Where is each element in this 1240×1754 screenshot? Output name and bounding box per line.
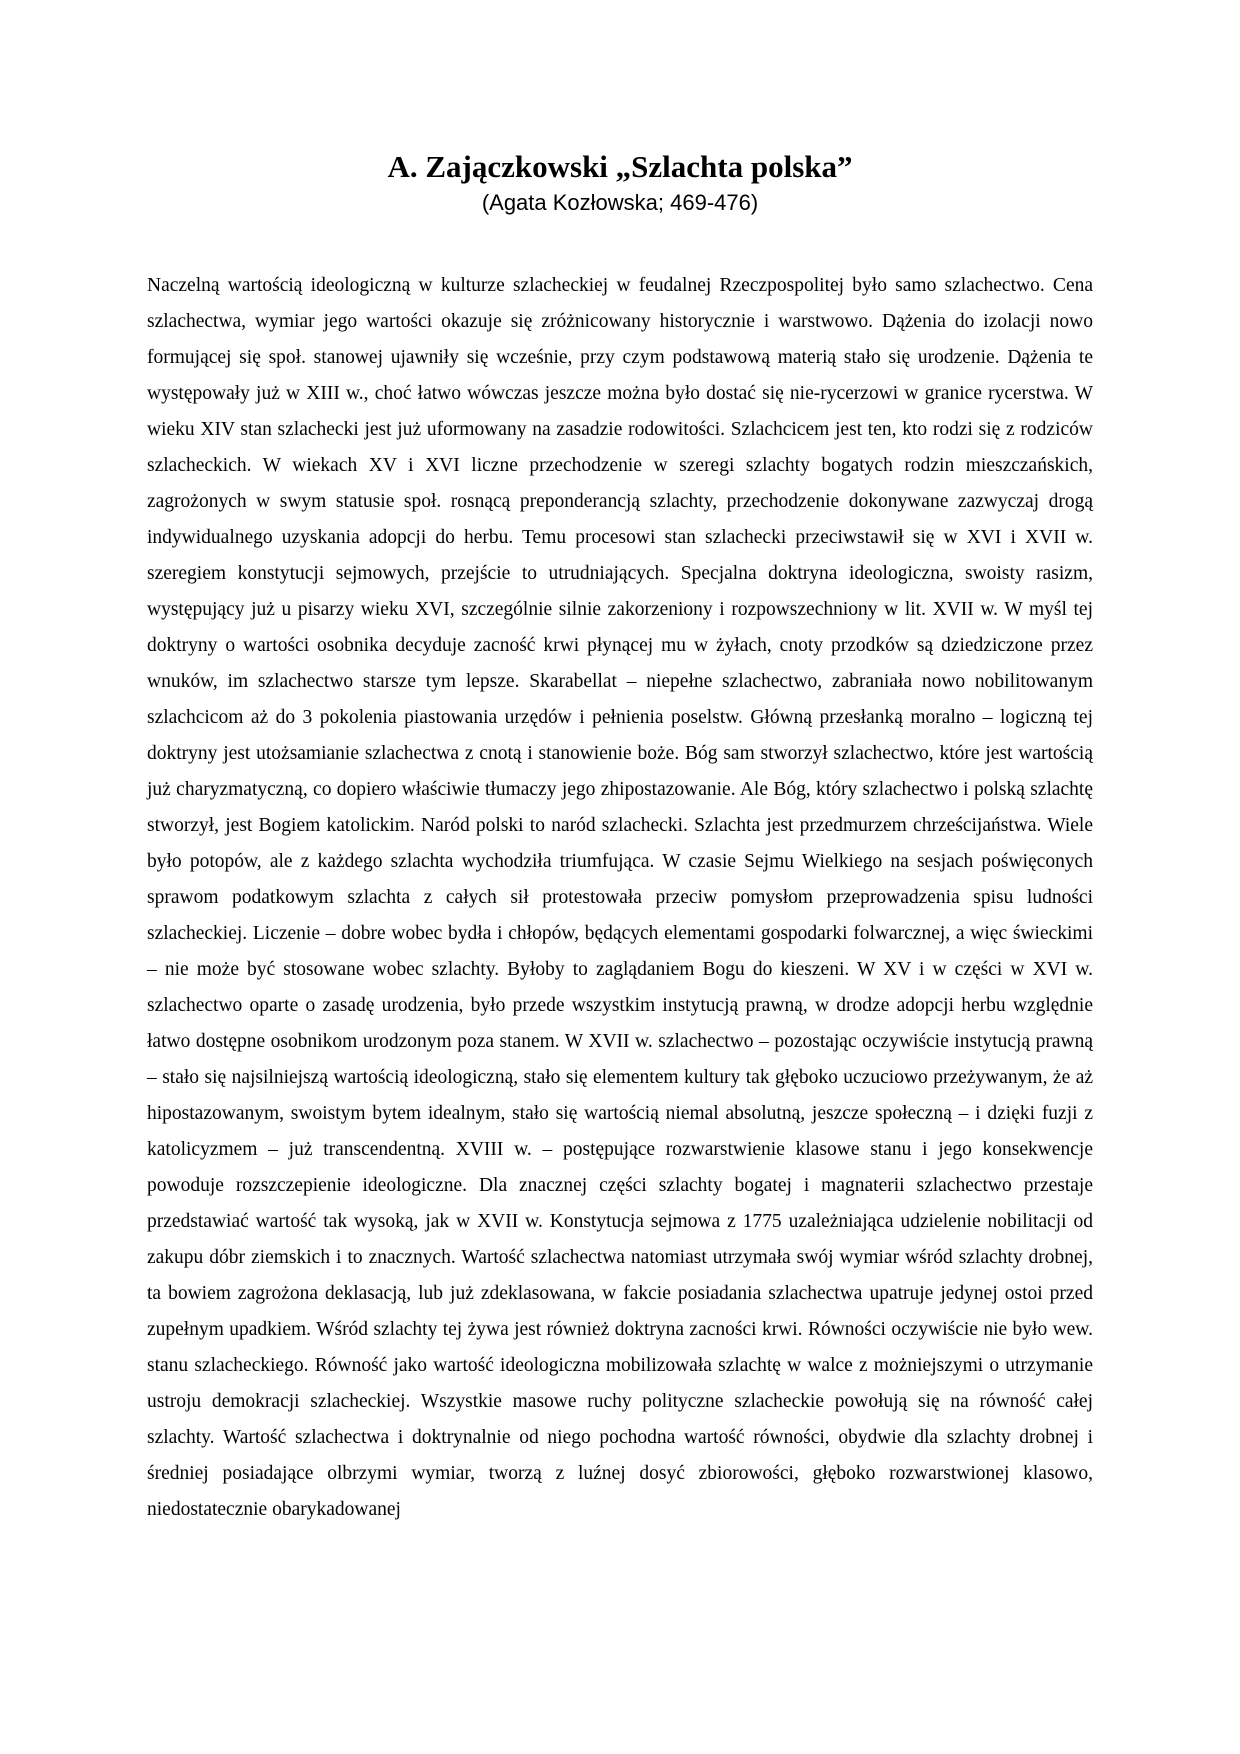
document-body-paragraph: Naczelną wartością ideologiczną w kulturze szlacheckiej w feudalnej Rzeczpospolitej było samo szlachectwo. Cena szlachectwa, wymiar jego wartości okazuje się zróżnicowany historycznie i warstwowo. Dążenia do izolacji nowo formującej się społ. stanowej ujawniły się wcześnie, przy czym podstawową materią stało się urodzenie. Dążenia te występowały już w XIII w., choć łatwo wówczas jeszcze można było dostać się nie-rycerzowi w granice rycerstwa. W wieku XIV stan szlachecki jest już uformowany na zasadzie rodowitości. Szlachcicem jest ten, kto rodzi się z rodziców szlacheckich. W wiekach XV i XVI liczne przechodzenie w szeregi szlachty bogatych rodzin mieszczańskich, zagrożonych w swym statusie społ. rosnącą preponderancją szlachty, przechodzenie dokonywane zazwyczaj drogą indywidualnego uzyskania adopcji do herbu. Temu procesowi stan szlachecki przeciwstawił się w XVI i XVII w. szeregiem konstytucji sejmowych, przejście to utrudniających. Specjalna doktryna ideologiczna, swoisty rasizm, występujący już u pisarzy wieku XVI, szczególnie silnie zakorzeniony i rozpowszechniony w lit. XVII w. W myśl tej doktryny o wartości osobnika decyduje zacność krwi płynącej mu w żyłach, cnoty przodków są dziedziczone przez wnuków, im szlachectwo starsze tym lepsze. Skarabellat – niepełne szlachectwo, zabraniała nowo nobilitowanym szlachcicom aż do 3 pokolenia piastowania urzędów i pełnienia poselstw. Główną przesłanką moralno – logiczną tej doktryny jest utożsamianie szlachectwa z cnotą i stanowienie boże. Bóg sam stworzył szlachectwo, które jest wartością już charyzmatyczną, co dopiero właściwie tłumaczy jego zhipostazowanie. Ale Bóg, który szlachectwo i polską szlachtę stworzył, jest Bogiem katolickim. Naród polski to naród szlachecki. Szlachta jest przedmurzem chrześcijaństwa. Wiele było potopów, ale z każdego szlachta wychodziła triumfująca. W czasie Sejmu Wielkiego na sesjach poświęconych sprawom podatkowym szlachta z całych sił protestowała przeciw pomysłom przeprowadzenia spisu ludności szlacheckiej. Liczenie – dobre wobec bydła i chłopów, będących elementami gospodarki folwarcznej, a więc świeckimi – nie może być stosowane wobec szlachty. Byłoby to zaglądaniem Bogu do kieszeni. W XV i w części w XVI w. szlachectwo oparte o zasadę urodzenia, było przede wszystkim instytucją prawną, w drodze adopcji herbu względnie łatwo dostępne osobnikom urodzonym poza stanem. W XVII w. szlachectwo – pozostając oczywiście instytucją prawną – stało się najsilniejszą wartością ideologiczną, stało się elementem kultury tak głęboko uczuciowo przeżywanym, że aż hipostazowanym, swoistym bytem idealnym, stało się wartością niemal absolutną, jeszcze społeczną – i dzięki fuzji z katolicyzmem – już transcendentną. XVIII w. – postępujące rozwarstwienie klasowe stanu i jego konsekwencje powoduje rozszczepienie ideologiczne. Dla znacznej części szlachty bogatej i magnaterii szlachectwo przestaje przedstawiać wartość tak wysoką, jak w XVII w. Konstytucja sejmowa z 1775 uzależniająca udzielenie nobilitacji od zakupu dóbr ziemskich i to znacznych. Wartość szlachectwa natomiast utrzymała swój wymiar wśród szlachty drobnej, ta bowiem zagrożona deklasacją, lub już zdeklasowana, w fakcie posiadania szlachectwa upatruje jedynej ostoi przed zupełnym upadkiem. Wśród szlachty tej żywa jest również doktryna zacności krwi. Równości oczywiście nie było wew. stanu szlacheckiego. Równość jako wartość ideologiczna mobilizowała szlachtę w walce z możniejszymi o utrzymanie ustroju demokracji szlacheckiej. Wszystkie masowe ruchy polityczne szlacheckie powołują się na równość całej szlachty. Wartość szlachectwa i doktrynalnie od niego pochodna wartość równości, obydwie dla szlachty drobnej i średniej posiadające olbrzymi wymiar, tworzą z luźnej dosyć zbiorowości, głęboko rozwarstwionej klasowo, niedostatecznie obarykadowanej [147,275,1093,1520]
document-subtitle: (Agata Kozłowska; 469-476) [481,190,759,215]
document-title: A. Zajączkowski „Szlachta polska” [387,149,853,184]
